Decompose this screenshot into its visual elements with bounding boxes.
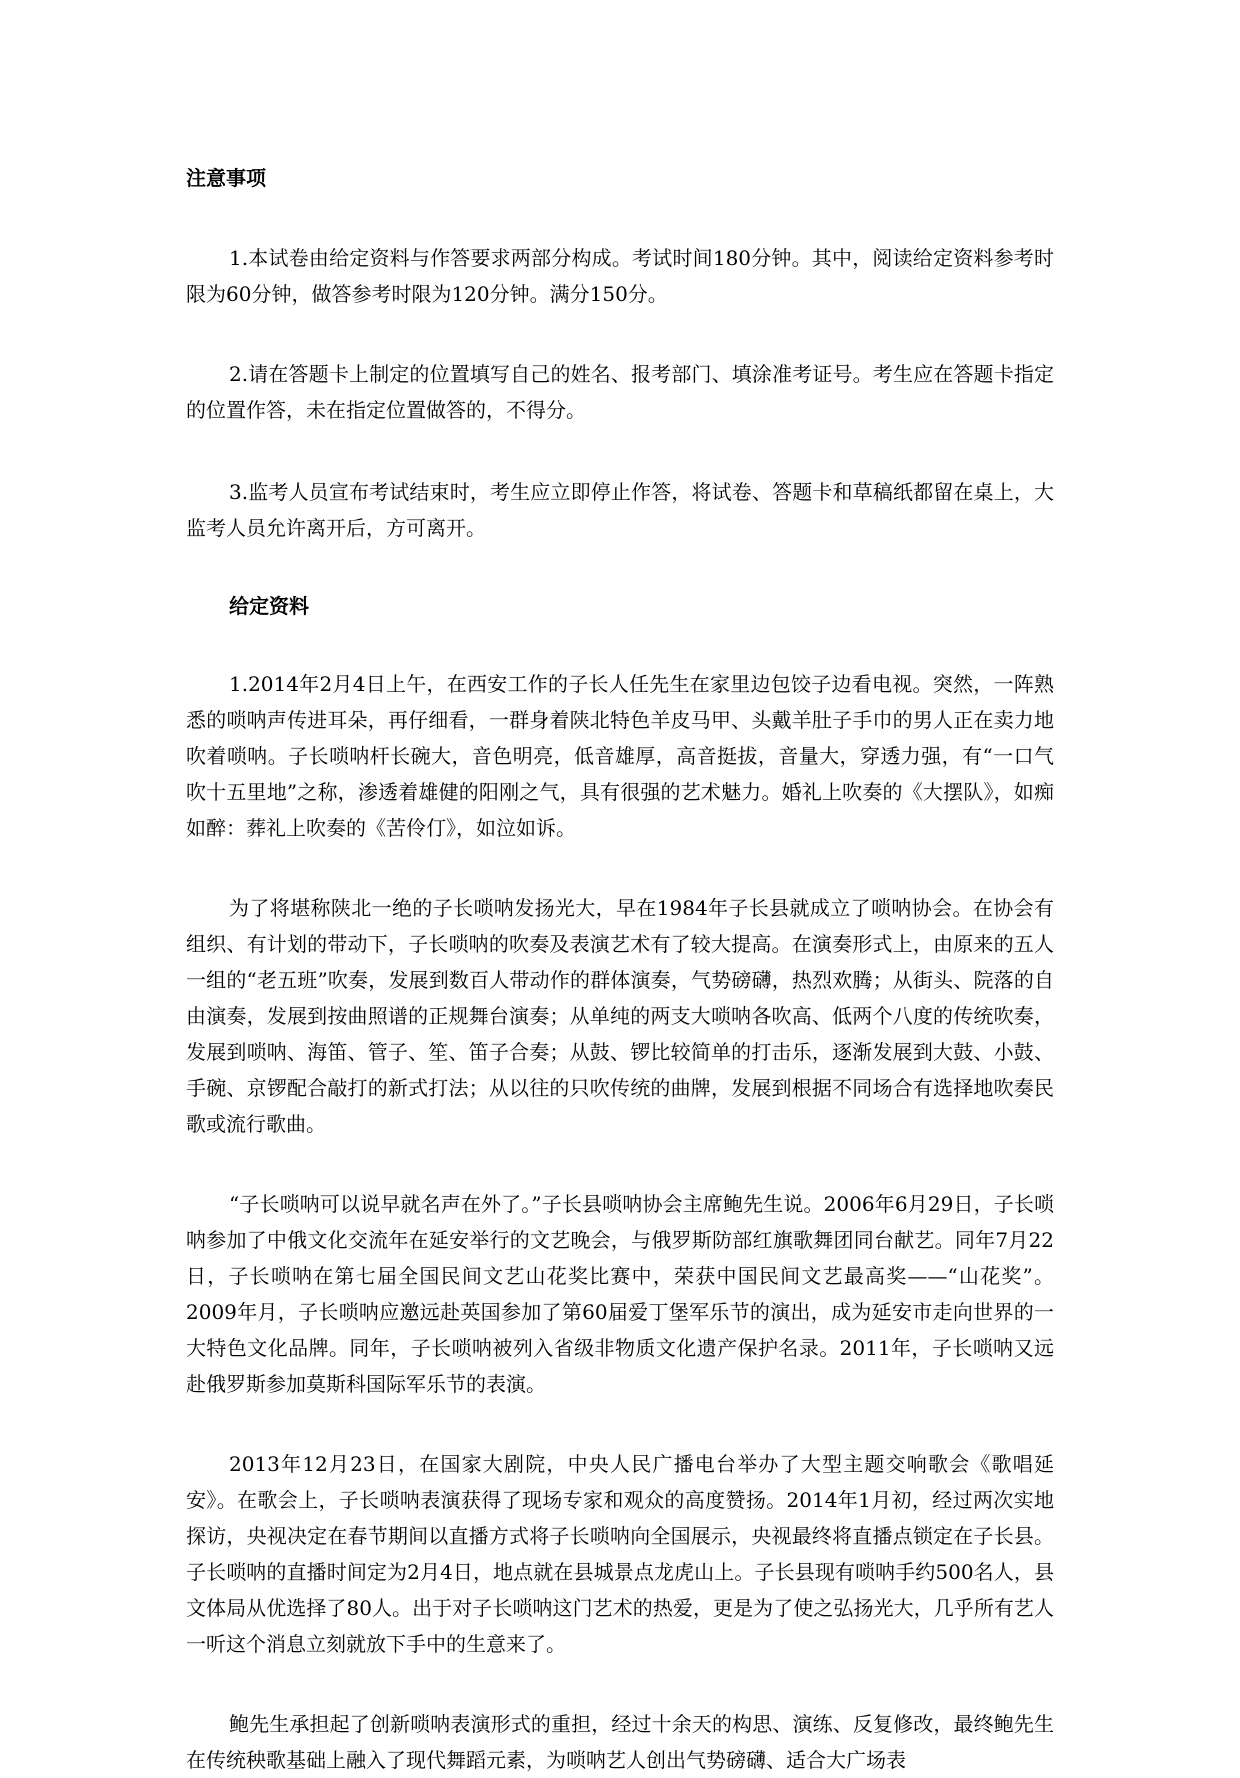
material-paragraph-4: 2013年12月23日，在国家大剧院，中央人民广播电台举办了大型主题交响歌会《歌唱延安》。在歌会上，子长唢呐表演获得了现场专家和观众的高度赞扬。2014年1月初，经过两次实地探访，央视决定在春节期间以直播方式将子长唢呐向全国展示，央视最终将直播点锁定在子长县。子长唢呐的直播时间定为2月4日，地点就在县城景点龙虎山上。子长县现有唢呐手约500名人，县文体局从优选择了80人。出于对子长唢呐这门艺术的热爱，更是为了使之弘扬光大，几乎所有艺人一听这个消息立刻就放下手中的生意来了。	[186, 1452, 1054, 1656]
notice-item-1: 1.本试卷由给定资料与作答要求两部分构成。考试时间180分钟。其中，阅读给定资料参考时限为60分钟，做答参考时限为120分钟。满分150分。	[186, 246, 1054, 306]
document-body	[186, 160, 1054, 1778]
material-paragraph-5: 鲍先生承担起了创新唢呐表演形式的重担，经过十余天的构思、演练、反复修改，最终鲍先生在传统秧歌基础上融入了现代舞蹈元素，为唢呐艺人创出气势磅礴、适合大广场表	[186, 1712, 1054, 1772]
notice-item-3: 3.监考人员宣布考试结束时，考生应立即停止作答，将试卷、答题卡和草稿纸都留在桌上，大监考人员允许离开后，方可离开。	[186, 480, 1054, 540]
material-paragraph-2: 为了将堪称陕北一绝的子长唢呐发扬光大，早在1984年子长县就成立了唢呐协会。在协会有组织、有计划的带动下，子长唢呐的吹奏及表演艺术有了较大提高。在演奏形式上，由原来的五人一组的“老五班”吹奏，发展到数百人带动作的群体演奏，气势磅礴，热烈欢腾；从街头、院落的自由演奏，发展到按曲照谱的正规舞台演奏；从单纯的两支大唢呐各吹高、低两个八度的传统吹奏，发展到唢呐、海笛、管子、笙、笛子合奏；从鼓、锣比较简单的打击乐，逐渐发展到大鼓、小鼓、手碗、京锣配合敲打的新式打法；从以往的只吹传统的曲牌，发展到根据不同场合有选择地吹奏民歌或流行歌曲。	[186, 896, 1054, 1136]
notice-item-2: 2.请在答题卡上制定的位置填写自己的姓名、报考部门、填涂准考证号。考生应在答题卡指定的位置作答，未在指定位置做答的，不得分。	[186, 362, 1054, 422]
material-paragraph-1: 1.2014年2月4日上午，在西安工作的子长人任先生在家里边包饺子边看电视。突然，一阵熟悉的唢呐声传进耳朵，再仔细看，一群身着陕北特色羊皮马甲、头戴羊肚子手巾的男人正在卖力地吹着唢呐。子长唢呐杆长碗大，音色明亮，低音雄厚，高音挺拔，音量大，穿透力强，有“一口气吹十五里地”之称，渗透着雄健的阳刚之气，具有很强的艺术魅力。婚礼上吹奏的《大摆队》，如痴如醉：葬礼上吹奏的《苦伶仃》，如泣如诉。	[186, 672, 1054, 840]
material-paragraph-3: “子长唢呐可以说早就名声在外了。”子长县唢呐协会主席鲍先生说。2006年6月29日，子长唢呐参加了中俄文化交流年在延安举行的文艺晚会，与俄罗斯防部红旗歌舞团同台献艺。同年7月22日，子长唢呐在第七届全国民间文艺山花奖比赛中，荣获中国民间文艺最高奖——“山花奖”。2009年月，子长唢呐应邀远赴英国参加了第60届爱丁堡军乐节的演出，成为延安市走向世界的一大特色文化品牌。同年，子长唢呐被列入省级非物质文化遗产保护名录。2011年，子长唢呐又远赴俄罗斯参加莫斯科国际军乐节的表演。	[186, 1192, 1054, 1396]
notice-heading: 注意事项	[186, 166, 266, 190]
materials-heading: 给定资料	[229, 594, 309, 618]
